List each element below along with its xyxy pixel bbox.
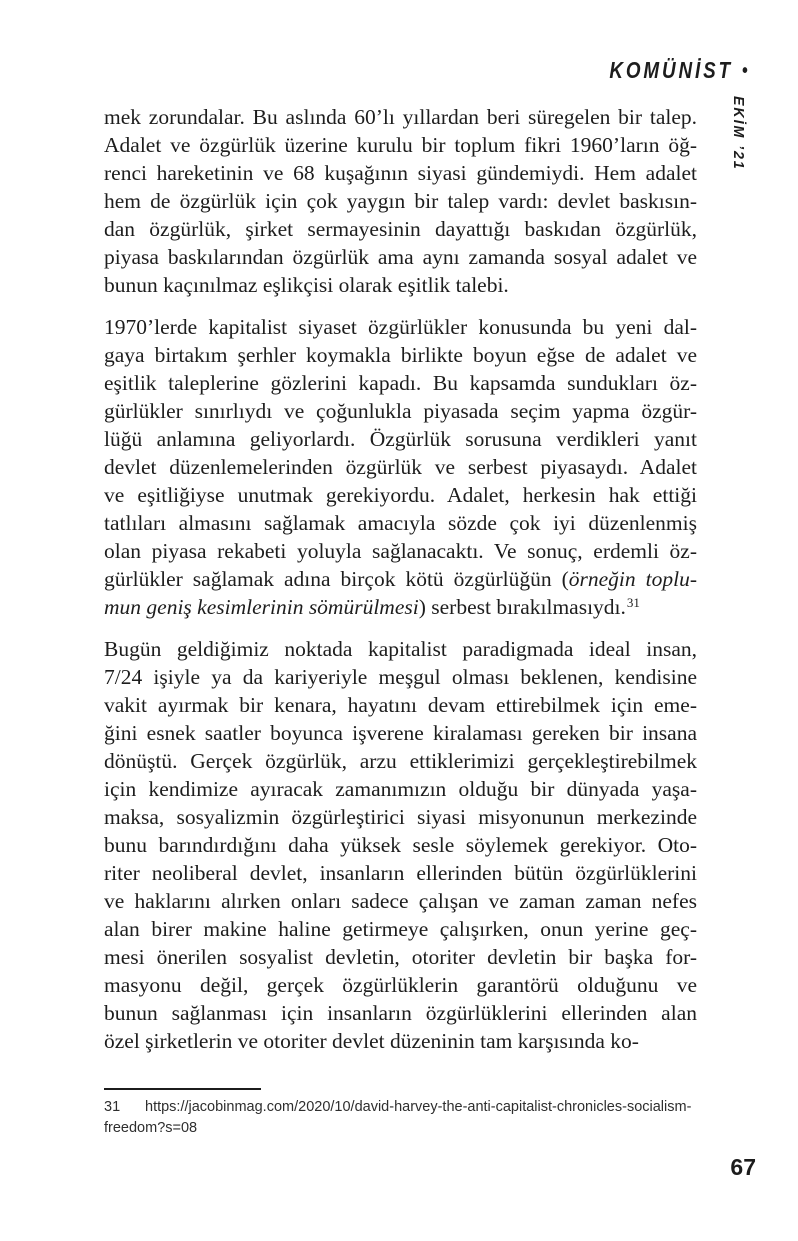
body-line: gürlükler sağlamak adına birçok kötü özgürlüğün (örneğin toplu-: [104, 567, 697, 591]
issue-label: EKİM ’21: [730, 96, 747, 171]
body-line: vakit ayırmak bir kenara, hayatını devam ettirebilmek için eme-: [104, 693, 697, 717]
body-line: eşitlik taleplerine gözlerini kapadı. Bu kapsamda sundukları öz-: [104, 371, 697, 395]
body-line: riter neoliberal devlet, insanların ellerinden bütün özgürlüklerini: [104, 861, 697, 885]
paragraph: [104, 103, 697, 299]
footnote: [104, 1088, 710, 1139]
body-line: ve haklarını alırken onları sadece çalışan ve zaman zaman nefes: [104, 889, 697, 913]
bullet-icon: •: [742, 59, 748, 82]
body-line: hem de özgürlük için çok yaygın bir talep vardı: devlet baskısın-: [104, 189, 697, 213]
body-line: Adalet ve özgürlük üzerine kurulu bir toplum fikri 1960’ların öğ-: [104, 133, 697, 157]
body-line: alan birer makine haline getirmeye çalışırken, onun yerine geç-: [104, 917, 697, 941]
footnote-ref: 31: [626, 595, 640, 610]
body-line: ğini esnek saatler boyunca işverene kiralaması gereken bir insana: [104, 721, 697, 745]
body-line: bunun sağlanması için insanların özgürlüklerini ellerinden alan: [104, 1001, 697, 1025]
body-line: Bugün geldiğimiz noktada kapitalist paradigmada ideal insan,: [104, 637, 697, 661]
body-line: 1970’lerde kapitalist siyaset özgürlükler konusunda bu yeni dal-: [104, 315, 697, 339]
footnote-url: https://jacobinmag.com/2020/10/david-harvey-the-anti-capitalist-chronicles-socialism-: [145, 1099, 692, 1115]
paragraph: [104, 313, 697, 621]
body-line: gaya birtakım şerhler koymakla birlikte boyun eğse de adalet ve: [104, 343, 697, 367]
body-line: masyonu değil, gerçek özgürlüklerin garantörü olduğunu ve: [104, 973, 697, 997]
body-line: bunun kaçınılmaz eşlikçisi olarak eşitlik talebi.: [104, 273, 509, 297]
body-line: lüğü anlamına geliyorlardı. Özgürlük sorusuna verdikleri yanıt: [104, 427, 697, 451]
body-line: maksa, sosyalizmin özgürleştirici siyasi misyonunun merkezinde: [104, 805, 697, 829]
running-head: [610, 57, 748, 84]
body-line: mun geniş kesimlerinin sömürülmesi) serbest bırakılmasıydı.$^{31}$: [104, 595, 640, 619]
body-line: özel şirketlerin ve otoriter devlet düzeninin tam karşısında ko-: [104, 1029, 639, 1053]
footnote-rule: [104, 1088, 261, 1090]
body-line: tatlıları almasını sağlamak amacıyla sözde çok iyi düzenlenmiş: [104, 511, 697, 535]
body-line: renci hareketinin ve 68 kuşağının siyasi gündemiydi. Hem adalet: [104, 161, 697, 185]
body-text: [104, 103, 697, 1069]
body-line: için kendimize ayıracak zamanımızın olduğu bir dünyada yaşa-: [104, 777, 697, 801]
body-line: 7/24 işiyle ya da kariyeriyle meşgul olması beklenen, kendisine: [104, 665, 697, 689]
body-line: mesi önerilen sosyalist devletin, otoriter devletin bir başka for-: [104, 945, 697, 969]
body-line: olan piyasa rekabeti yoluyla sağlanacaktı. Ve sonuç, erdemli öz-: [104, 539, 697, 563]
footnote-number: 31: [104, 1099, 121, 1115]
footnote-url-continued: freedom?s=08: [104, 1120, 198, 1136]
body-line: devlet düzenlemelerinden özgürlük ve serbest piyasaydı. Adalet: [104, 455, 697, 479]
page-number: 67: [730, 1154, 756, 1180]
body-line: gürlükler sınırlıydı ve çoğunlukla piyasada seçim yapma özgür-: [104, 399, 697, 423]
body-line: mek zorundalar. Bu aslında 60’lı yıllardan beri süregelen bir talep.: [104, 105, 697, 129]
body-line: ve eşitliğiyse unutmak gerekiyordu. Adalet, herkesin hak ettiği: [104, 483, 697, 507]
paragraph: [104, 635, 697, 1055]
footnote-line: [104, 1097, 710, 1118]
body-line: dönüştü. Gerçek özgürlük, arzu ettiklerimizi gerçekleştirebilmek: [104, 749, 697, 773]
body-line: bunu barındırdığını daha yüksek sesle söylemek gerekiyor. Oto-: [104, 833, 697, 857]
body-line: piyasa baskılarından özgürlük ama aynı zamanda sosyal adalet ve: [104, 245, 697, 269]
journal-title: KOMÜNİST: [609, 57, 734, 83]
body-line: dan özgürlük, şirket sermayesinin dayattığı baskıdan özgürlük,: [104, 217, 697, 241]
